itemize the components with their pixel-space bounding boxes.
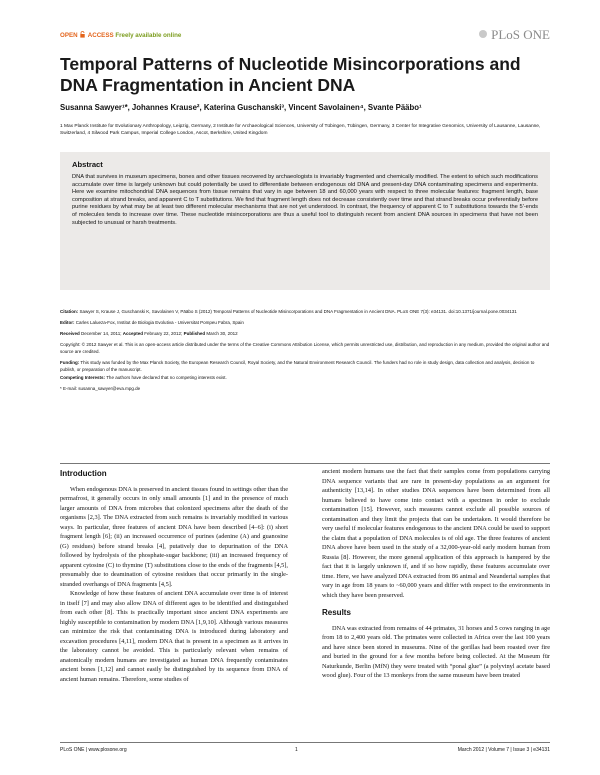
accepted-label: Accepted [122, 331, 144, 336]
access-label: ACCESS [87, 32, 114, 39]
copyright-row: Copyright: © 2012 Sawyer et al. This is an open-access article distributed under the terms of the Creative Commons Attribution License, which permits unrestricted use, distribution, and reproduction in any medium, provided the original author and source are credited. [60, 342, 550, 354]
introduction-heading: Introduction [60, 469, 107, 478]
published-date: March 30, 2012 [206, 331, 238, 336]
results-paragraph-1: DNA was extracted from remains of 44 primates, 31 horses and 5 cows ranging in age from 18 to 2,400 years old. The primates were collected in Africa over the last 100 years and have since been stored in museums. Nine of the gorillas had been roasted over fire and buried in the ground for a few months before being collected. At the Museum für Naturkunde, Berlin (MfN) they were treated with “ponal glue” (a polyvinyl acetate based wood glue). Four of the 13 monkeys from the same museum have been treated [322, 624, 550, 679]
editor-label: Editor: [60, 320, 75, 325]
abstract-heading: Abstract [72, 160, 103, 169]
body-column-right [322, 467, 550, 681]
intro-paragraph-1: When endogenous DNA is preserved in ancient tissues found in settings other than the permafrost, it generally occurs in only small amounts [1] and in the presence of much larger amounts of DNA from microbes that colonized specimens after the death of the organisms [2,3]. The DNA extracted from such remains is invariably modified in various ways. In particular, three features of ancient DNA have been described [4–6]: (i) short fragment length [6]; (ii) an increased occurrence of purines (adenine (A) and guanosine (G) residues) before strand breaks [4], putatively due to depurination of the DNA followed by hydrolysis of the phosphate-sugar backbone; (iii) an increased frequency of apparent cytosine (C) to thymine (T) substitutions close to the ends of the fragments [4,5], presumably due to deamination of cytosine residues that occur primarily in the single-stranded overhangs of DNA fragments [4,5]. [60, 485, 288, 588]
editor-row [60, 319, 550, 326]
received-label: Received [60, 331, 80, 336]
paper-title: Temporal Patterns of Nucleotide Misincorporations and DNA Fragmentation in Ancient DNA [60, 54, 521, 95]
citation-label: Citation: [60, 309, 79, 314]
article-metadata [60, 308, 550, 396]
abstract-box [60, 152, 550, 290]
funding-text: This study was funded by the Max Planck Society, the European Research Council, Royal Society, and the Natural Environment Research Council. The funders had no role in study design, data collection and analysis, decision to publish, or preparation of the manuscript. [60, 360, 535, 372]
page-footer [60, 742, 550, 754]
citation-row [60, 308, 550, 315]
journal-name: PLoS ONE [491, 27, 550, 42]
funding-label: Funding: [60, 360, 80, 365]
email-row: * E-mail: susanna_sawyer@eva.mpg.de [60, 386, 141, 391]
published-label: Published [183, 331, 206, 336]
metadata-divider [60, 463, 550, 464]
page-number: 1 [295, 747, 298, 753]
funding-row [60, 359, 550, 373]
competing-label: Competing Interests: [60, 375, 106, 380]
intro-paragraph-3: ancient modern humans use the fact that their samples come from populations carrying DNA sequence variants that are rare in present-day populations as an argument for authenticity [13,14]. In other studies DNA sequences have been determined from all humans believed to have come into contact with a specimen in order to exclude contamination [15]. However, such measures cannot exclude all possible sources of contamination and they limit the projects that can be undertaken. It would therefore be very useful if molecular features endogenous to the ancient DNA could be used to support the claim that a population of DNA molecules is of old age. The three features of ancient DNA above have been used in the study of a 32,000-year-old early modern human from Russia [8]. However, the more general application of this approach is hampered by the fact that it is largely unknown if, and if so how rapidly, these features accumulate over time. Here, we have analyzed DNA extracted from 86 animal and Neandertal samples that vary in age from 18 years to ~60,000 years and differ with respect to the environments in which they have been preserved. [322, 468, 550, 599]
footer-journal: PLoS ONE | www.plosone.org [60, 747, 127, 753]
footer-issue: March 2012 | Volume 7 | Issue 3 | e34131 [457, 747, 550, 753]
affiliations: 1 Max Planck Institute for Evolutionary Anthropology, Leipzig, Germany, 2 Institute for Archaeological Sciences, University of Tübingen, Tübingen, Germany, 3 Center for Integrative Genomics, University of Lausanne, Lausanne, Switzerland, 4 Silwood Park Campus, Imperial College London, Ascot, Berkshire, United Kingdom [60, 124, 541, 137]
abstract-text: DNA that survives in museum specimens, bones and other tissues recovered by archaeologists is invariably fragmented and chemically modified. The extent to which such modifications accumulate over time is largely unknown but could potentially be used to differentiate between endogenous old DNA and present-day DNA contaminating specimens and experiments. Here we examine mitochondrial DNA sequences from tissue remains that vary in age between 18 and 60,000 years with respect to three molecular features: fragment length, base composition at strand breaks, and apparent C to T substitutions. We find that fragment length does not decrease consistently over time and that strand breaks occur preferentially before purine residues by what may be at least two different molecular mechanisms that are not yet understood. In contrast, the frequency of apparent C to T substitutions towards the 5′-ends of molecules tends to increase over time. These nucleotide misincorporations are thus a useful tool to distinguish recent from ancient DNA sources in specimens that have not been subjected to unusual or harsh treatments. [72, 174, 538, 226]
open-label: OPEN [60, 32, 78, 39]
competing-text: The authors have declared that no competing interests exist. [106, 375, 227, 380]
open-lock-icon [80, 31, 85, 38]
editor-text: Carles Lalueza-Fox, Institut de Biologia Evolutiva - Universitat Pompeu Fabra, Spain [75, 320, 244, 325]
results-heading: Results [322, 608, 351, 617]
journal-logo [478, 27, 550, 43]
intro-paragraph-2: Knowledge of how these features of ancient DNA accumulate over time is of interest in itself [7] and may also allow DNA of different ages to be identified and distinguished from each other [8]. This is practically important since ancient DNA experiments are highly susceptible to contamination by modern DNA [1,9,10]. Although various measures can minimize the risk that contaminating DNA is introduced during laboratory and excavation procedures [4,11], modern DNA that is present in a specimen as it arrives in the laboratory cannot be avoided. This is particularly relevant when remains of anatomically modern humans are investigated as human DNA frequently contaminates ancient bones [1,12] and cannot easily be distinguished by its sequence from DNA of ancient human remains. Therefore, some studies of [60, 590, 288, 683]
accepted-date: February 22, 2012; [144, 331, 183, 336]
received-date: December 14, 2011; [81, 331, 122, 336]
open-access-banner [60, 31, 181, 39]
journal-header [60, 27, 550, 49]
competing-interests-row [60, 374, 550, 381]
freely-available-label: Freely available online [115, 32, 182, 39]
author-list: Susanna Sawyer¹*, Johannes Krause², Katerina Guschanski³, Vincent Savolainen⁴, Svante Pääbo¹ [60, 103, 422, 112]
dates-row [60, 330, 550, 337]
body-column-left [60, 467, 288, 684]
citation-text: Sawyer S, Krause J, Guschanski K, Savolainen V, Pääbo S (2012) Temporal Patterns of Nucleotide Misincorporations and DNA Fragmentation in Ancient DNA. PLoS ONE 7(3): e34131. doi:10.1371/journal.pone.0034131 [79, 309, 517, 314]
logo-dot-icon [479, 30, 487, 38]
